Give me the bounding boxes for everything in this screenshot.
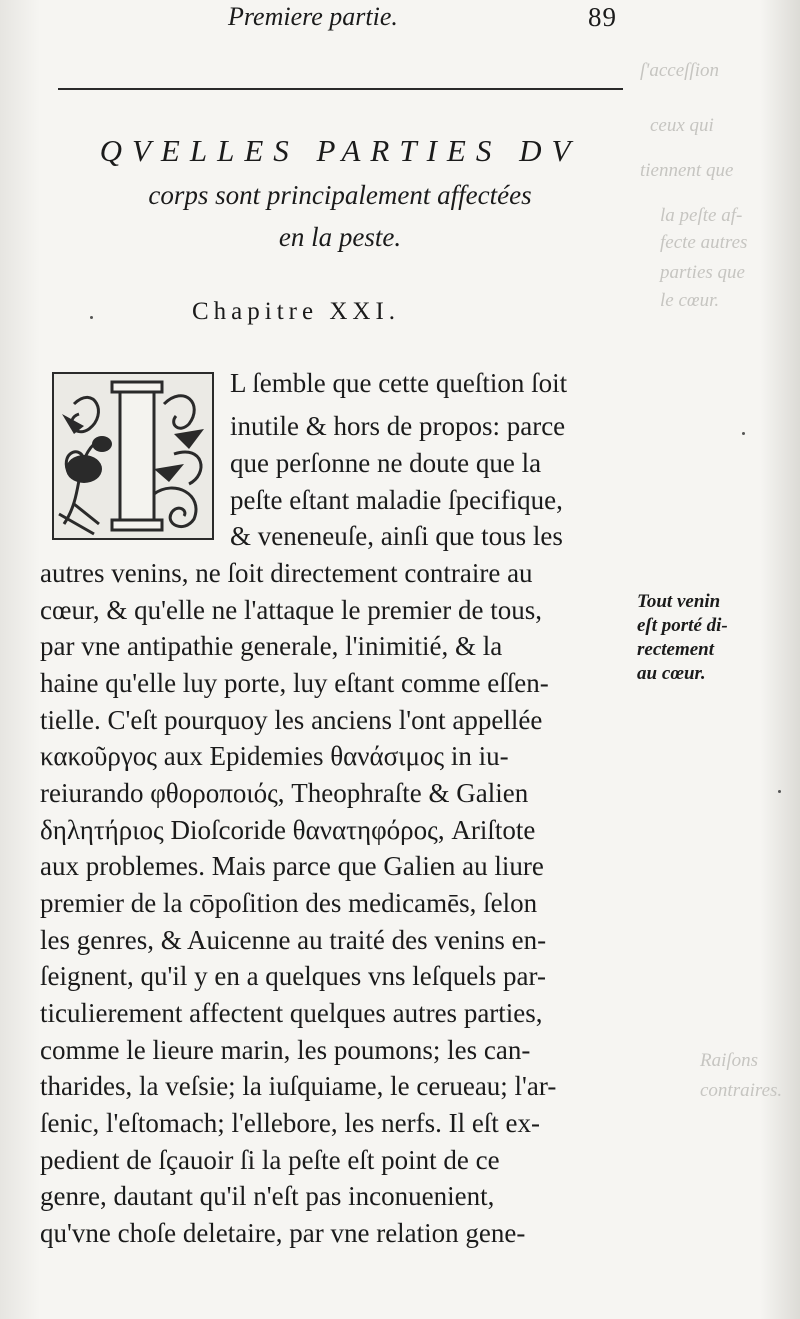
text-line: cœur, & qu'elle ne l'attaque le premier de tous, xyxy=(40,595,542,625)
text-line: premier de la cōpoſition des medicamēs, ſelon xyxy=(40,888,538,918)
text-line: comme le lieure marin, les poumons; les can- xyxy=(40,1035,531,1065)
text-line: genre, dautant qu'il n'eſt pas inconuenient, xyxy=(40,1181,495,1211)
running-title: Premiere partie. xyxy=(228,2,398,31)
text-line: autres venins, ne ſoit directement contraire au xyxy=(40,558,533,588)
marginal-note xyxy=(637,590,797,686)
text-line: L ſemble que cette queſtion ſoit xyxy=(230,368,568,398)
chapter-title-line-1: QVELLES PARTIES DV xyxy=(99,133,581,168)
marginal-note-line: Tout venin xyxy=(637,591,721,612)
text-line: κακοῦργος aux Epidemies θανάσιμος in iu- xyxy=(40,741,509,771)
text-line: ſenic, l'eſtomach; l'ellebore, les nerfs. Il eſt ex- xyxy=(40,1108,541,1138)
text-line: les genres, & Auicenne au traité des venins en- xyxy=(40,925,547,955)
chapter-numeral: XXI. xyxy=(329,298,401,325)
text-line: inutile & hors de propos: parce xyxy=(230,411,566,441)
marginal-note-line: rectement xyxy=(637,639,715,660)
chapter-title-line-3: en la peste. xyxy=(278,222,402,252)
page-number: 89 xyxy=(588,2,617,32)
text-line: aux problemes. Mais parce que Galien au liure xyxy=(40,851,544,881)
marginal-note-line: au cœur. xyxy=(637,663,706,684)
text-line: & veneneuſe, ainſi que tous les xyxy=(230,521,563,551)
ink-speck xyxy=(90,316,93,319)
text-line: tharides, la veſsie; la iuſquiame, le cerueau; l'ar- xyxy=(40,1071,557,1101)
text-line: peſte eſtant maladie ſpecifique, xyxy=(230,485,563,515)
text-line: reiurando φθοροποιός, Theophraſte & Galien xyxy=(40,778,529,808)
text-line: tielle. C'eſt pourquoy les anciens l'ont appellée xyxy=(40,705,543,735)
ink-speck xyxy=(778,790,781,793)
text-line: ticulierement affectent quelques autres parties, xyxy=(40,998,543,1028)
text-line: que perſonne ne doute que la xyxy=(230,448,542,478)
text-line: pedient de ſçauoir ſi la peſte eſt point de ce xyxy=(40,1145,500,1175)
text-line: haine qu'elle luy porte, luy eſtant comme eſſen- xyxy=(40,668,549,698)
text-line: qu'vne choſe deletaire, par vne relation gene- xyxy=(40,1218,526,1248)
text-line: par vne antipathie generale, l'inimitié, & la xyxy=(40,631,503,661)
ink-speck xyxy=(742,432,745,435)
chapter-word: Chapitre xyxy=(192,298,319,325)
text-line: δηλητήριος Dioſcoride θανατηφόρος, Ariſtote xyxy=(40,815,536,845)
text-line: ſeignent, qu'il y en a quelques vns leſquels par- xyxy=(40,961,546,991)
marginal-note-line: eſt porté di- xyxy=(637,615,728,636)
drop-cap-letter: I xyxy=(137,484,138,485)
chapter-title-line-2: corps sont principalement affectées xyxy=(148,180,532,210)
